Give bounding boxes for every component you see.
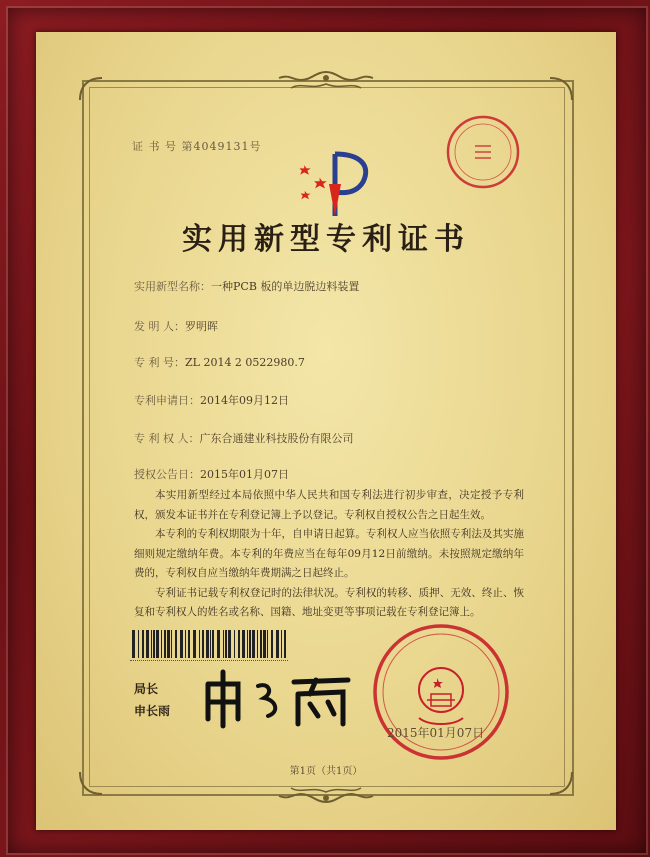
field-value: ZL 2014 2 0522980.7 bbox=[185, 356, 305, 369]
barcode-bar bbox=[228, 630, 231, 658]
top-ornament-icon bbox=[271, 68, 381, 96]
barcode-bar bbox=[212, 630, 214, 658]
barcode-bar bbox=[164, 630, 166, 658]
field-label: 授权公告日： bbox=[134, 468, 200, 481]
field-label: 专 利 权 人： bbox=[134, 432, 200, 445]
barcode-bar bbox=[234, 630, 235, 658]
corner-ornament-tl-icon bbox=[76, 74, 106, 104]
body-paragraph: 本实用新型经过本局依照中华人民共和国专利法进行初步审查，决定授予专利权，颁发本证书并在专利登记簿上予以登记。专利权自授权公告之日起生效。 bbox=[134, 489, 524, 521]
barcode-bar bbox=[242, 630, 245, 658]
barcode-bar bbox=[271, 630, 273, 658]
barcode-bar bbox=[132, 630, 135, 658]
barcode-bar bbox=[210, 630, 211, 658]
barcode-bar bbox=[263, 630, 266, 658]
patent-office-logo-icon bbox=[291, 144, 381, 224]
barcode-bar bbox=[257, 630, 258, 658]
field-patent-number bbox=[134, 354, 305, 370]
corner-ornament-tr-icon bbox=[546, 74, 576, 104]
field-label: 实用新型名称： bbox=[134, 280, 211, 293]
field-label: 发 明 人： bbox=[134, 320, 185, 333]
certificate-sheet bbox=[36, 32, 616, 830]
barcode-bar bbox=[180, 630, 183, 658]
field-label: 专 利 号： bbox=[134, 356, 185, 369]
agent-seal-icon bbox=[445, 114, 521, 190]
barcode-bar bbox=[138, 630, 139, 658]
barcode-bar bbox=[153, 630, 155, 658]
field-value: 广东合通建业科技股份有限公司 bbox=[199, 432, 354, 445]
barcode-bar bbox=[199, 630, 200, 658]
page-number: 第1页（共1页） bbox=[289, 766, 363, 777]
body-paragraph: 本专利的专利权期限为十年，自申请日起算。专利权人应当依照专利法及其实施细则规定缴纳年费。本专利的年费应当在每年09月12日前缴纳。未按照规定缴纳年费的，专利权自应当缴纳年费期满之日起终止。 bbox=[134, 528, 524, 579]
barcode-bar bbox=[276, 630, 279, 658]
barcode-bar bbox=[185, 630, 186, 658]
field-patentee bbox=[134, 430, 354, 446]
barcode-bar bbox=[146, 630, 149, 658]
barcode-bar bbox=[142, 630, 144, 658]
barcode-underline bbox=[130, 660, 288, 661]
barcode-bar bbox=[217, 630, 220, 658]
barcode-bar bbox=[202, 630, 204, 658]
body-paragraph: 专利证书记载专利权登记时的法律状况。专利权的转移、质押、无效、终止、恢复和专利权人的姓名或名称、国籍、地址变更等事项记载在专利登记簿上。 bbox=[134, 586, 524, 618]
barcode-bar bbox=[161, 630, 162, 658]
barcode-icon bbox=[130, 630, 288, 658]
seal-date: 2015年01月07日 bbox=[387, 726, 485, 740]
barcode-bar bbox=[247, 630, 248, 658]
barcode-bar bbox=[284, 630, 286, 658]
field-value: 2015年01月07日 bbox=[200, 468, 289, 481]
barcode-bar bbox=[167, 630, 170, 658]
barcode-bar bbox=[225, 630, 227, 658]
barcode-bar bbox=[151, 630, 152, 658]
certificate-title: 实用新型专利证书 bbox=[182, 222, 470, 257]
bottom-ornament-icon bbox=[271, 780, 381, 808]
director-signature-icon bbox=[198, 664, 358, 734]
barcode-bar bbox=[267, 630, 268, 658]
barcode-bar bbox=[175, 630, 177, 658]
barcode-bar bbox=[156, 630, 159, 658]
field-value: 2014年09月12日 bbox=[200, 394, 289, 407]
certificate-number: 证 书 号 第4049131号 bbox=[132, 140, 262, 153]
field-grant-date bbox=[134, 466, 289, 482]
certificate-body bbox=[134, 486, 524, 623]
field-application-date bbox=[134, 392, 289, 408]
barcode-bar bbox=[193, 630, 196, 658]
barcode-bar bbox=[260, 630, 262, 658]
barcode-bar bbox=[188, 630, 190, 658]
barcode-bar bbox=[249, 630, 251, 658]
barcode-bar bbox=[206, 630, 209, 658]
field-utility-name bbox=[134, 278, 359, 294]
field-inventor bbox=[134, 318, 218, 334]
field-label: 专利申请日： bbox=[134, 394, 200, 407]
director-name: 申长雨 bbox=[134, 704, 171, 718]
barcode-bar bbox=[281, 630, 282, 658]
barcode-bar bbox=[252, 630, 255, 658]
field-value: 罗明晖 bbox=[185, 320, 218, 333]
barcode-bar bbox=[171, 630, 172, 658]
field-value: 一种PCB 板的单边脱边料装置 bbox=[211, 280, 360, 293]
barcode-bar bbox=[238, 630, 240, 658]
national-ip-seal-icon bbox=[371, 622, 511, 762]
director-title: 局长 bbox=[134, 682, 159, 696]
barcode-bar bbox=[223, 630, 224, 658]
